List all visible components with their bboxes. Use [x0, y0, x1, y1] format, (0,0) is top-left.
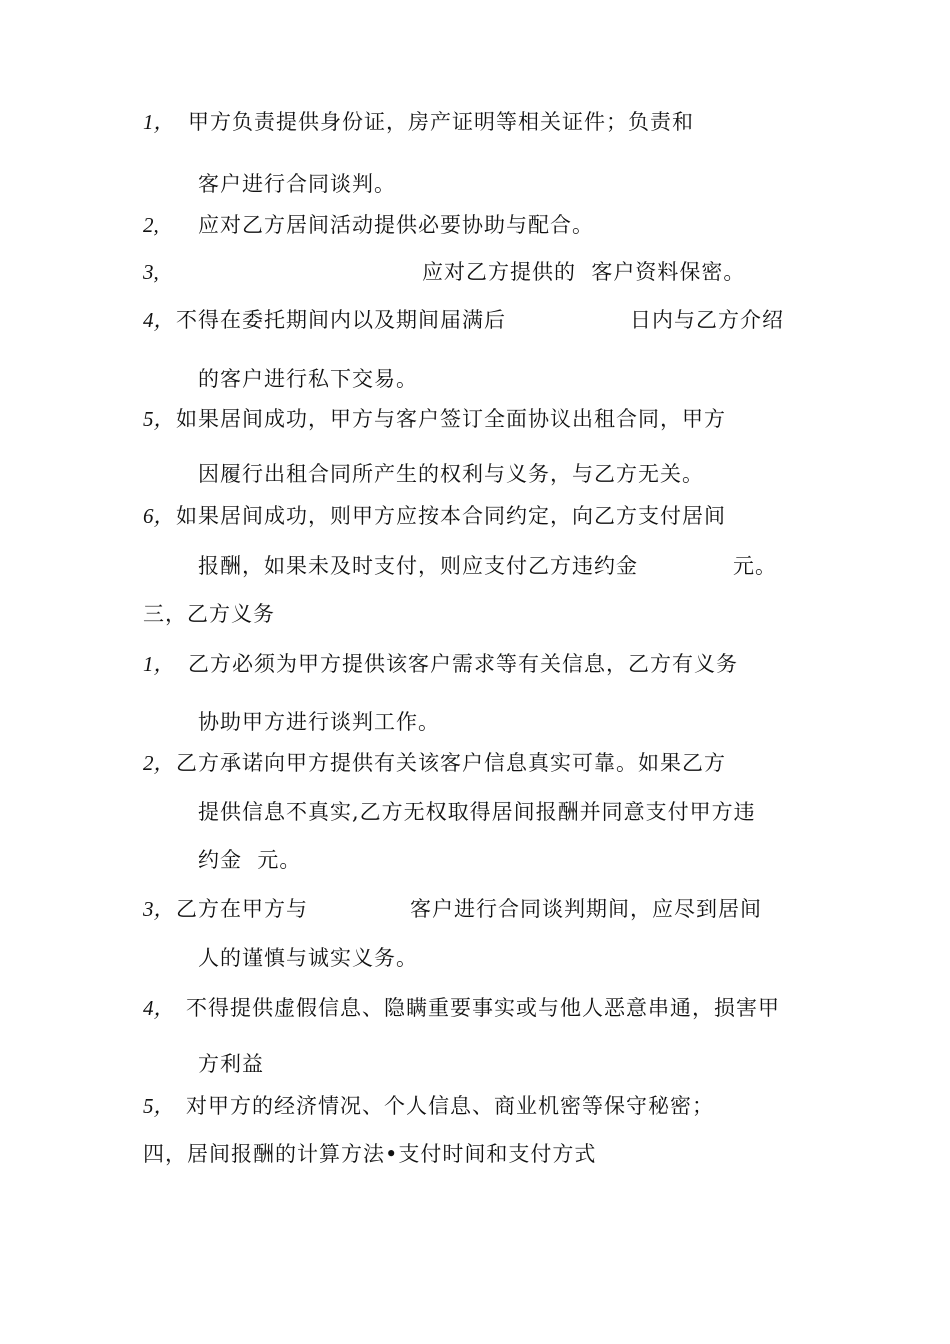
item-number: 4， — [143, 308, 175, 332]
item-text-after-blank: 元。 — [733, 554, 777, 578]
item-number: 5， — [143, 407, 175, 431]
item-text: 乙方承诺向甲方提供有关该客户信息真实可靠。如果乙方 — [176, 751, 726, 775]
item-text: 不得在委托期间内以及期间届满后 — [176, 308, 506, 332]
item-text: 甲方负责提供身份证，房产证明等相关证件；负责和 — [188, 110, 694, 134]
item-text: 应对乙方居间活动提供必要协助与配合。 — [198, 213, 594, 237]
item-text-continuation: 客户进行合同谈判。 — [198, 172, 396, 196]
item-number: 2, — [143, 213, 159, 237]
item-number: 4， — [143, 996, 175, 1020]
item-text: 应对乙方提供的 客户资料保密。 — [422, 260, 746, 284]
item-text: 如果居间成功，甲方与客户签订全面协议出租合同，甲方 — [176, 407, 726, 431]
item-text-continuation: 的客户进行私下交易。 — [198, 367, 418, 391]
item-text-continuation: 报酬，如果未及时支付，则应支付乙方违约金 — [198, 554, 638, 578]
item-text: 不得提供虚假信息、隐瞒重要事实或与他人恶意串通，损害甲 — [186, 996, 780, 1020]
item-text-continuation: 提供信息不真实,乙方无权取得居间报酬并同意支付甲方违 — [198, 800, 756, 824]
item-text-continuation: 约金 元。 — [198, 848, 302, 872]
item-number: 1， — [143, 652, 175, 676]
item-text: 如果居间成功，则甲方应按本合同约定，向乙方支付居间 — [176, 504, 726, 528]
item-text-continuation: 协助甲方进行谈判工作。 — [198, 710, 440, 734]
item-number: 2， — [143, 751, 175, 775]
section-heading: 四，居间报酬的计算方法•支付时间和支付方式 — [143, 1142, 597, 1166]
item-number: 3， — [143, 897, 175, 921]
section-heading: 三，乙方义务 — [143, 602, 275, 626]
item-number: 5， — [143, 1094, 175, 1118]
item-text: 乙方在甲方与 — [176, 897, 308, 921]
item-text-continuation: 因履行出租合同所产生的权利与义务，与乙方无关。 — [198, 462, 704, 486]
item-text-after-blank: 日内与乙方介绍 — [630, 308, 784, 332]
item-number: 6， — [143, 504, 175, 528]
item-text: 对甲方的经济情况、个人信息、商业机密等保守秘密； — [186, 1094, 714, 1118]
item-text: 乙方必须为甲方提供该客户需求等有关信息，乙方有义务 — [188, 652, 738, 676]
item-text-after-blank: 客户进行合同谈判期间，应尽到居间 — [410, 897, 762, 921]
item-text-continuation: 人的谨慎与诚实义务。 — [198, 946, 418, 970]
item-number: 1， — [143, 110, 175, 134]
item-number: 3, — [143, 260, 159, 284]
item-text-continuation: 方利益 — [198, 1052, 264, 1076]
